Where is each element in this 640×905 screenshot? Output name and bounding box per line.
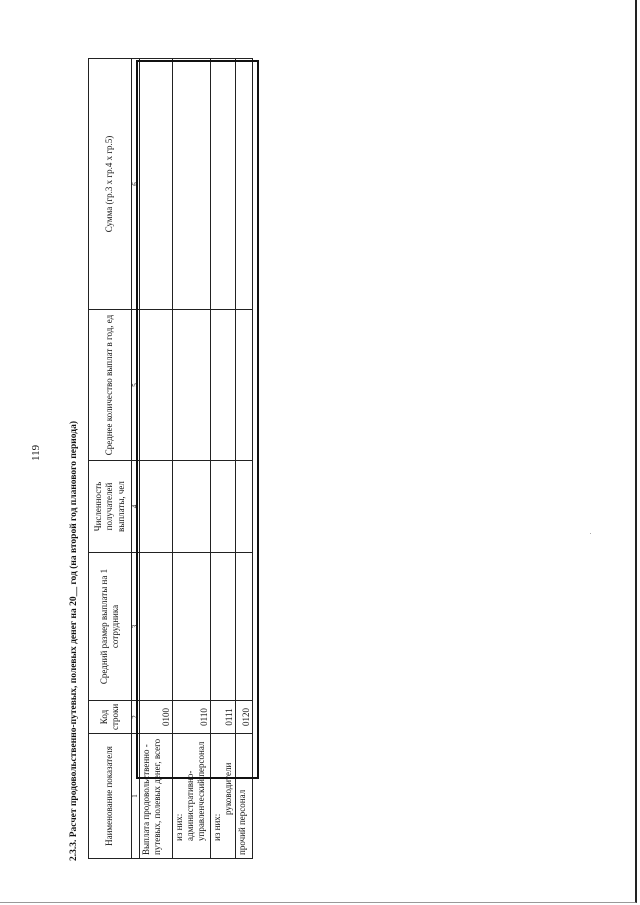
column-number: 2	[132, 701, 140, 734]
header-payments-per-year: Среднее количество выплат в год, ед	[89, 310, 132, 461]
column-number: 4	[132, 461, 140, 553]
input-cell[interactable]	[140, 310, 173, 461]
input-cell[interactable]	[173, 59, 211, 310]
row-name: Выплата продовольственно - путевых, полевых денег, всего	[140, 734, 173, 859]
table-row	[211, 59, 236, 859]
row-prefix: из них:	[174, 813, 184, 841]
column-number: 6	[132, 59, 140, 310]
input-cell[interactable]	[211, 553, 236, 701]
row-name: прочий персонал	[235, 734, 252, 859]
header-sum: Сумма (гр.3 х гр.4 х гр.5)	[89, 59, 132, 310]
input-cell[interactable]	[211, 59, 236, 310]
page-number: 119	[30, 444, 42, 461]
table-row	[235, 59, 252, 859]
row-name-cell	[211, 734, 236, 859]
header-indicator-name: Наименование показателя	[89, 734, 132, 859]
row-name: руководители	[222, 762, 233, 815]
input-cell[interactable]	[235, 461, 252, 553]
row-code: 0120	[235, 701, 252, 734]
input-cell[interactable]	[235, 553, 252, 701]
row-name-cell	[173, 734, 211, 859]
input-cell[interactable]	[140, 59, 173, 310]
column-number-row	[132, 59, 140, 859]
row-name: административно-управленческий персонал	[184, 741, 206, 841]
input-cell[interactable]	[211, 310, 236, 461]
row-prefix: из них:	[212, 813, 222, 841]
input-cell[interactable]	[235, 310, 252, 461]
header-recipients-count: Численность получателей выплаты, чел	[89, 461, 132, 553]
column-number: 3	[132, 553, 140, 701]
section-title: 2.3.3. Расчет продовольственно-путевых, полевых денег на 20__ год (на второй год планового периода)	[69, 421, 79, 861]
table-row	[140, 59, 173, 859]
row-code: 0100	[140, 701, 173, 734]
input-cell[interactable]	[173, 310, 211, 461]
row-code: 0111	[211, 701, 236, 734]
table-header-row	[89, 59, 132, 859]
input-cell[interactable]	[140, 553, 173, 701]
input-cell[interactable]	[140, 461, 173, 553]
input-cell[interactable]	[211, 461, 236, 553]
column-number: 5	[132, 310, 140, 461]
row-code: 0110	[173, 701, 211, 734]
payments-table	[88, 58, 253, 859]
table-row	[173, 59, 211, 859]
column-number: 1	[132, 734, 140, 859]
header-avg-payment: Средний размер выплаты на 1 сотрудника	[89, 553, 132, 701]
input-cell[interactable]	[173, 461, 211, 553]
input-cell[interactable]	[235, 59, 252, 310]
input-cell[interactable]	[173, 553, 211, 701]
header-row-code: Код строки	[89, 701, 132, 734]
scan-speck	[590, 533, 591, 534]
